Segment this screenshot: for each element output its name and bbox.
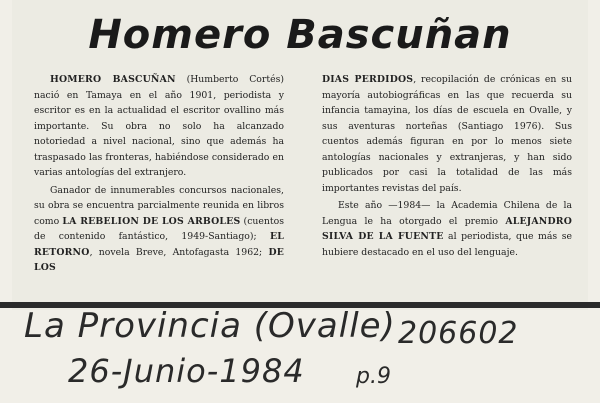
paragraph-text: Este año —1984— la Academia Chilena de la Lengua le ha otorgado el premio xyxy=(322,200,572,227)
book-title: DIAS PERDIDOS xyxy=(322,74,414,85)
article-title: Homero Bascuñan xyxy=(88,12,512,58)
paragraph xyxy=(34,72,284,181)
book-title: EL RETORNO xyxy=(34,231,284,258)
paragraph-text: (Humberto Cortés) nació en Tamaya en el año 1901, periodista y escritor es en la actualidad el escritor ovallino más importante. Su obra no solo ha alcanzado notoriedad a nivel nacional, sino que además ha traspasado las fronteras, habiéndose considerado en varias antologías del extranjero. xyxy=(34,74,284,178)
paragraph-text: , novela Breve, Antofagasta 1962; xyxy=(89,246,269,258)
lead-name: HOMERO BASCUÑAN xyxy=(50,74,176,85)
paragraph-text: (cuentos de contenido fantástico, 1949-Santiago); xyxy=(34,215,284,242)
left-column xyxy=(34,72,284,276)
paragraph-text: Ganador de innumerables concursos nacionales, su obra se encuentra parcialmente reunida en libros como xyxy=(34,184,284,227)
paragraph-text: al periodista, que más se hubiere destacado en el uso del lenguaje. xyxy=(322,231,572,258)
paragraph xyxy=(322,72,572,196)
book-title: DE LOS xyxy=(34,246,284,273)
paragraph xyxy=(34,183,284,276)
newspaper-clipping xyxy=(12,0,588,310)
handwritten-source: La Provincia (Ovalle) xyxy=(24,306,396,346)
paragraph-text: , recopilación de crónicas en su mayoría autobiográficas en las que recuerda su infancia tamayina, los días de escuela en Ovalle, y sus aventuras norteñas (Santiago 1976). Sus cuentos además figuran en por lo menos siete antologías nacionales y extranjeras, y han sido publicados por casi la totalidad de las más importantes revistas del país. xyxy=(322,74,572,194)
handwritten-code: 206602 xyxy=(398,316,519,351)
award-name: ALEJANDRO SILVA DE LA FUENTE xyxy=(322,215,572,242)
right-column xyxy=(322,72,572,260)
book-title: LA REBELION DE LOS ARBOLES xyxy=(62,215,241,227)
paragraph xyxy=(322,198,572,260)
handwritten-date: 26-Junio-1984 xyxy=(68,352,305,390)
handwritten-page: p.9 xyxy=(356,364,391,389)
